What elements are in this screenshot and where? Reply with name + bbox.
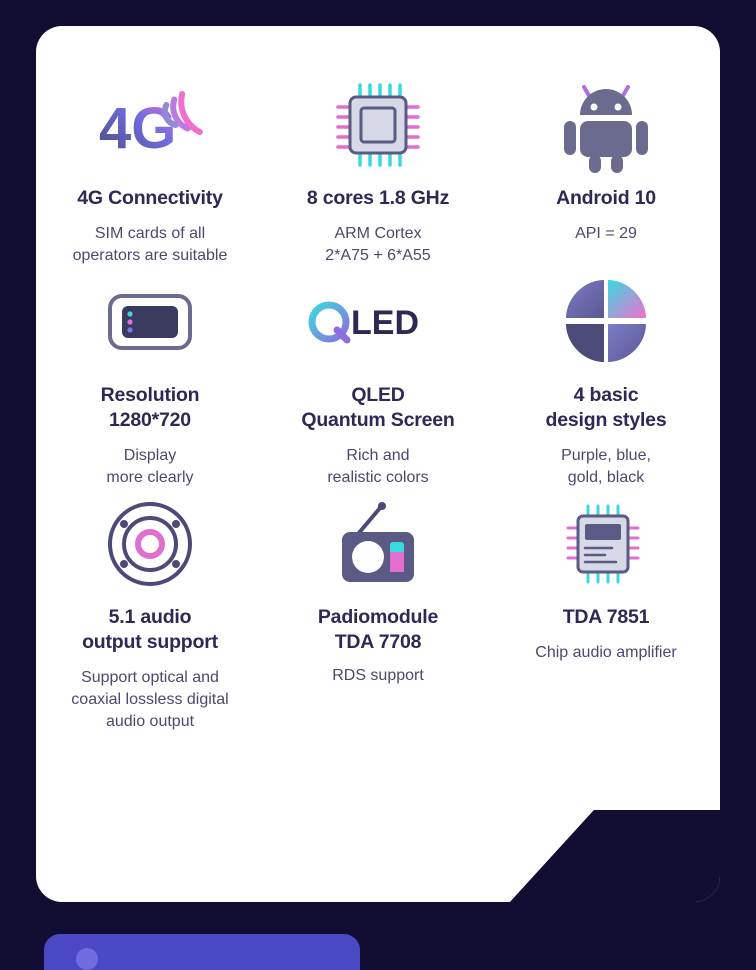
feature-title: TDA 7851 xyxy=(562,606,650,628)
design-styles-icon xyxy=(502,267,710,377)
feature-item-radio xyxy=(264,489,492,733)
bottom-banner-dot xyxy=(76,948,98,970)
feature-grid xyxy=(36,70,720,733)
feature-item-resolution xyxy=(36,267,264,489)
qled-logo-icon xyxy=(274,267,482,377)
feature-subtitle: RDS support xyxy=(332,667,424,684)
feature-item-design-styles xyxy=(492,267,720,489)
feature-subtitle: Rich and realistic colors xyxy=(327,447,429,486)
feature-title: Padiomodule TDA 7708 xyxy=(317,606,439,653)
amplifier-chip-icon xyxy=(502,489,710,599)
card-corner-notch xyxy=(510,810,720,902)
feature-subtitle: Chip audio amplifier xyxy=(535,644,677,661)
feature-subtitle: Display more clearly xyxy=(106,447,194,486)
speaker-icon xyxy=(46,489,254,599)
feature-item-cpu xyxy=(264,70,492,267)
feature-item-amplifier xyxy=(492,489,720,733)
feature-subtitle: Purple, blue, gold, black xyxy=(561,447,651,486)
feature-item-audio xyxy=(36,489,264,733)
feature-title: Android 10 xyxy=(556,187,656,209)
feature-title: QLED Quantum Screen xyxy=(301,384,455,431)
feature-subtitle: API = 29 xyxy=(575,225,637,242)
android-robot-icon xyxy=(502,70,710,180)
feature-subtitle: SIM cards of all operators are suitable xyxy=(72,225,228,264)
feature-card xyxy=(36,26,720,902)
feature-title: Resolution 1280*720 xyxy=(100,384,200,431)
4g-signal-icon xyxy=(46,70,254,180)
feature-subtitle: ARM Cortex 2*A75 + 6*A55 xyxy=(325,225,431,264)
screen-resolution-icon xyxy=(46,267,254,377)
bottom-banner xyxy=(44,934,360,970)
svg-text:4G: 4G xyxy=(99,96,177,161)
feature-title: 5.1 audio output support xyxy=(82,606,218,653)
radio-icon xyxy=(274,489,482,599)
svg-text:LED: LED xyxy=(351,304,419,342)
feature-title: 8 cores 1.8 GHz xyxy=(306,187,450,209)
feature-title: 4G Connectivity xyxy=(77,187,223,209)
feature-subtitle: Support optical and coaxial lossless digital audio output xyxy=(71,669,229,730)
feature-item-4g xyxy=(36,70,264,267)
feature-item-qled xyxy=(264,267,492,489)
cpu-chip-icon xyxy=(274,70,482,180)
feature-title: 4 basic design styles xyxy=(545,384,667,431)
feature-item-android xyxy=(492,70,720,267)
